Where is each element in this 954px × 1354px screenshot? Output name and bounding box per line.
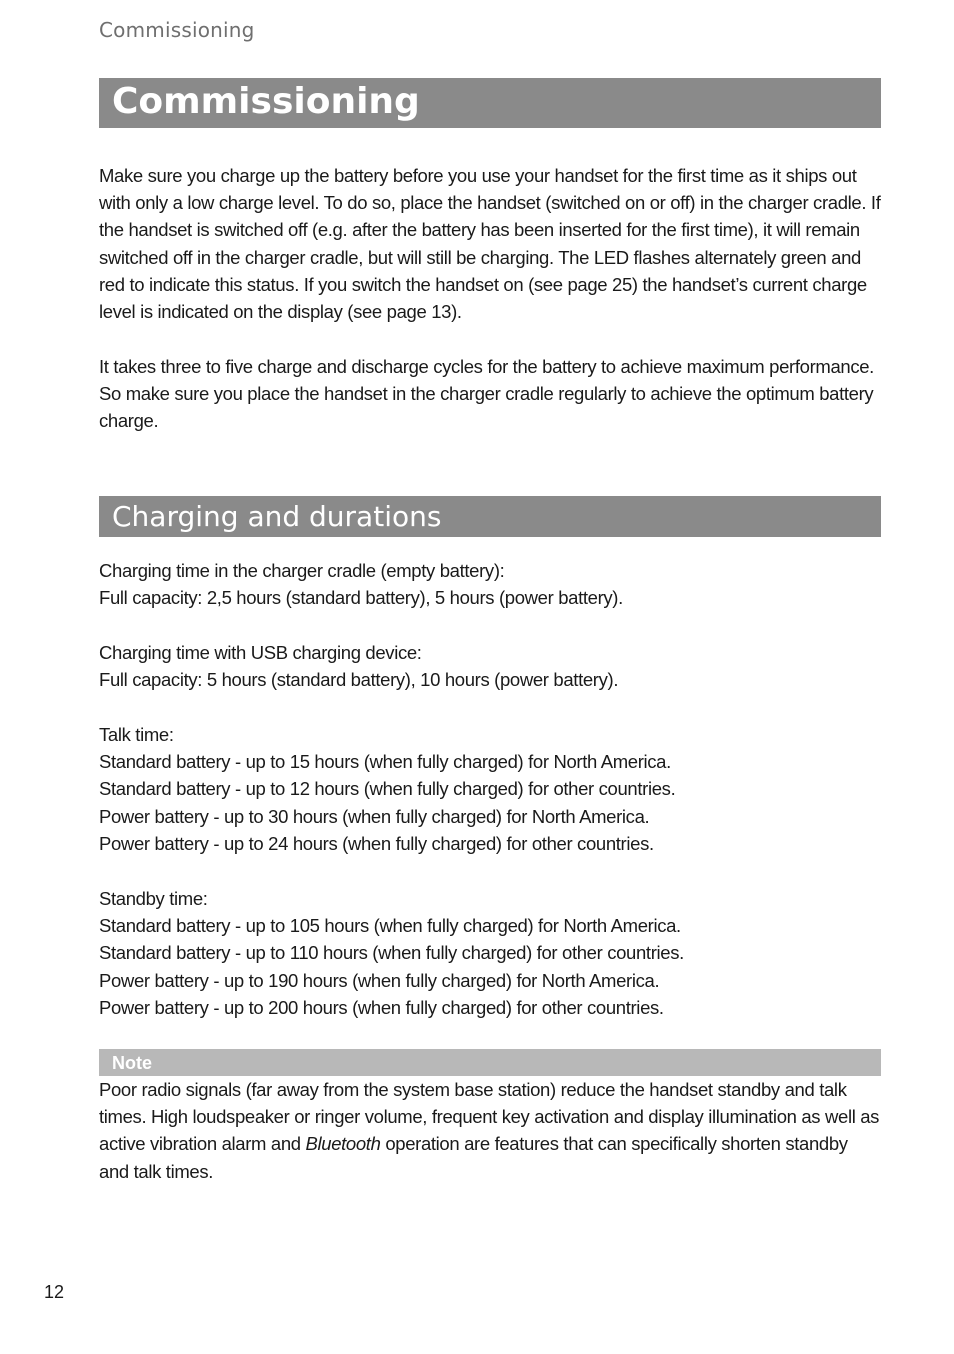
- standby-time-item: Standard battery - up to 110 hours (when fully charged) for other countries.: [99, 942, 684, 964]
- text-line: with only a low charge level. To do so, place the handset (switched on or off) in the charger cradle. If: [99, 192, 881, 214]
- cycles-paragraph: [99, 353, 889, 435]
- section-title: Charging and durations: [112, 500, 442, 533]
- talk-time-item: Power battery - up to 24 hours (when fully charged) for other countries.: [99, 832, 654, 854]
- title-bar: [99, 78, 881, 128]
- intro-paragraph: [99, 162, 889, 325]
- text-line: red to indicate this status. If you switch the handset on (see page 25) the handset’s current charge: [99, 273, 867, 295]
- page-number: 12: [44, 1282, 65, 1302]
- text-fragment: active vibration alarm and: [99, 1133, 306, 1155]
- note-bar: [99, 1049, 881, 1076]
- talk-time-item: Standard battery - up to 12 hours (when fully charged) for other countries.: [99, 778, 676, 800]
- text-line: So make sure you place the handset in the charger cradle regularly to achieve the optimum battery: [99, 383, 874, 405]
- note-label: Note: [112, 1053, 152, 1073]
- charging-usb-detail: Full capacity: 5 hours (standard battery), 10 hours (power battery).: [99, 669, 619, 691]
- text-line: Make sure you charge up the battery before you use your handset for the first time as it ships out: [99, 165, 857, 186]
- text-line: switched off in the charger cradle, but will still be charging. The LED flashes alternately green and: [99, 246, 861, 268]
- text-line: Poor radio signals (far away from the system base station) reduce the handset standby and talk: [99, 1079, 847, 1100]
- charging-usb-block: [99, 639, 889, 693]
- text-fragment: operation are features that can specifically shorten standby: [380, 1133, 848, 1155]
- charging-cradle-block: [99, 557, 889, 611]
- text-line: the handset is switched off (e.g. after the battery has been inserted for the first time), it will remain: [99, 219, 860, 241]
- note-paragraph: [99, 1076, 889, 1185]
- standby-time-item: Power battery - up to 200 hours (when fully charged) for other countries.: [99, 996, 664, 1018]
- running-header: Commissioning: [99, 18, 255, 42]
- text-line: charge.: [99, 410, 159, 432]
- talk-time-heading: Talk time:: [99, 724, 174, 745]
- standby-time-item: Power battery - up to 190 hours (when fully charged) for North America.: [99, 969, 660, 991]
- page-title: Commissioning: [112, 81, 420, 122]
- bluetooth-term: Bluetooth: [305, 1133, 381, 1155]
- talk-time-block: [99, 721, 889, 857]
- text-line: [99, 1130, 889, 1157]
- standby-time-block: [99, 885, 889, 1021]
- standby-time-item: Standard battery - up to 105 hours (when fully charged) for North America.: [99, 915, 681, 937]
- text-line: It takes three to five charge and discharge cycles for the battery to achieve maximum performance.: [99, 356, 874, 377]
- standby-time-heading: Standby time:: [99, 888, 208, 909]
- charging-cradle-detail: Full capacity: 2,5 hours (standard battery), 5 hours (power battery).: [99, 587, 623, 609]
- text-line: level is indicated on the display (see page 13).: [99, 301, 462, 323]
- section-bar: [99, 496, 881, 537]
- talk-time-item: Standard battery - up to 15 hours (when fully charged) for North America.: [99, 751, 671, 773]
- talk-time-item: Power battery - up to 30 hours (when fully charged) for North America.: [99, 805, 650, 827]
- text-line: times. High loudspeaker or ringer volume, frequent key activation and display illumination as well as: [99, 1106, 880, 1128]
- charging-cradle-heading: Charging time in the charger cradle (empty battery):: [99, 560, 505, 581]
- charging-usb-heading: Charging time with USB charging device:: [99, 642, 422, 663]
- text-line: and talk times.: [99, 1160, 214, 1182]
